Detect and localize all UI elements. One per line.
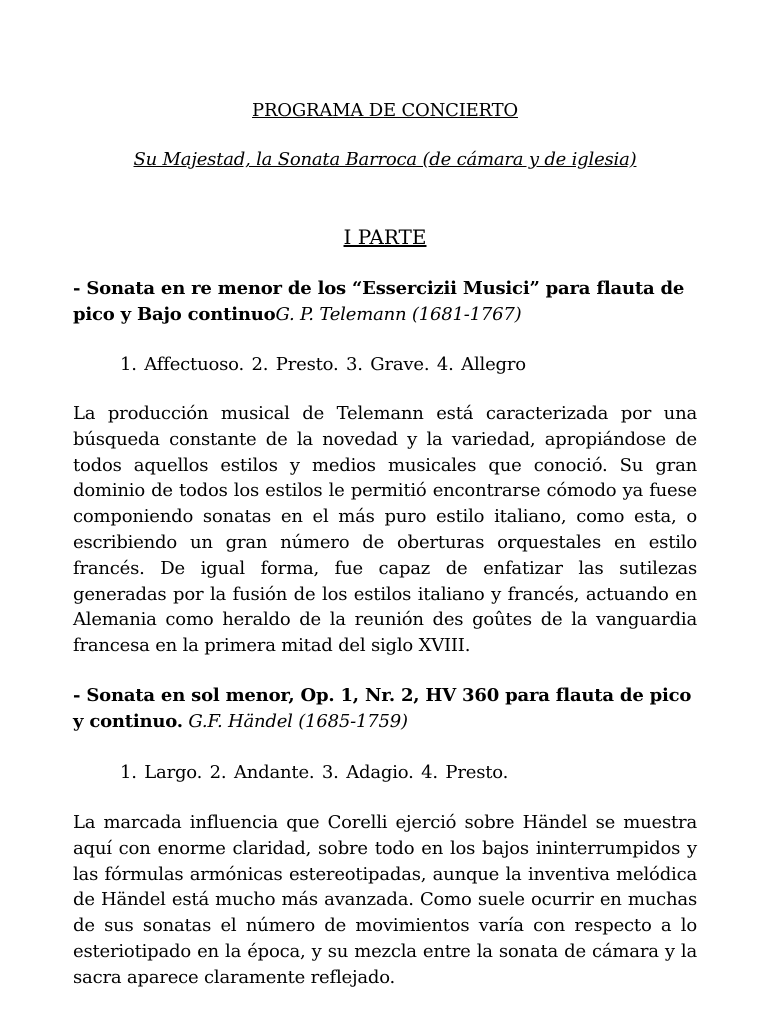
- piece-composer: G. P. Telemann: [275, 304, 407, 325]
- piece-movements-2: 1. Largo. 2. Andante. 3. Adagio. 4. Presto.: [120, 761, 509, 783]
- piece-description-2: La marcada influencia que Corelli ejerció sobre Händel se muestra aquí con enorme claridad, sobre todo en los bajos ininterrumpidos y las fórmulas armónicas estereotipadas, aunque la inventiva melódica de Händel está mucho más avanzada. Como suele ocurrir en muchas de sus sonatas el número de movimientos varía con respecto a lo esteriotipado en la época, y su mezcla entre la sonata de cámara y la sacra aparece claramente reflejado.: [73, 811, 697, 988]
- document-page: [73, 98, 697, 991]
- program-title: PROGRAMA DE CONCIERTO: [252, 100, 518, 121]
- piece-composer: G.F. Händel: [182, 710, 293, 732]
- program-subtitle: Su Majestad, la Sonata Barroca (de cámara y de iglesia): [133, 149, 637, 170]
- piece-dates: (1681-1767): [406, 304, 522, 325]
- piece-dates: (1685-1759): [292, 710, 408, 732]
- piece-title: - Sonata en re menor de los “Essercizii Musici” para flauta de pico y Bajo continuo: [73, 278, 685, 325]
- piece-title: - Sonata en sol menor, Op. 1, Nr. 2, HV 360 para flauta de pico y continuo.: [73, 684, 692, 732]
- piece-heading-1: [73, 276, 697, 328]
- piece-movements-1: 1. Affectuoso. 2. Presto. 3. Grave. 4. Allegro: [120, 354, 526, 375]
- piece-heading-2: [73, 683, 697, 735]
- piece-description-1: La producción musical de Telemann está caracterizada por una búsqueda constante de la novedad y la variedad, apropiándose de todos aquellos estilos y medios musicales que conoció. Su gran dominio de todos los estilos le permitió encontrarse cómodo ya fuese componiendo sonatas en el más puro estilo italiano, como esta, o escribiendo un gran número de oberturas orquestales en estilo francés. De igual forma, fue capaz de enfatizar las sutilezas generadas por la fusión de los estilos italiano y francés, actuando en Alemania como heraldo de la reunión des goûtes de la vanguardia francesa en la primera mitad del siglo XVIII.: [73, 403, 697, 657]
- part-heading: I PARTE: [343, 225, 427, 249]
